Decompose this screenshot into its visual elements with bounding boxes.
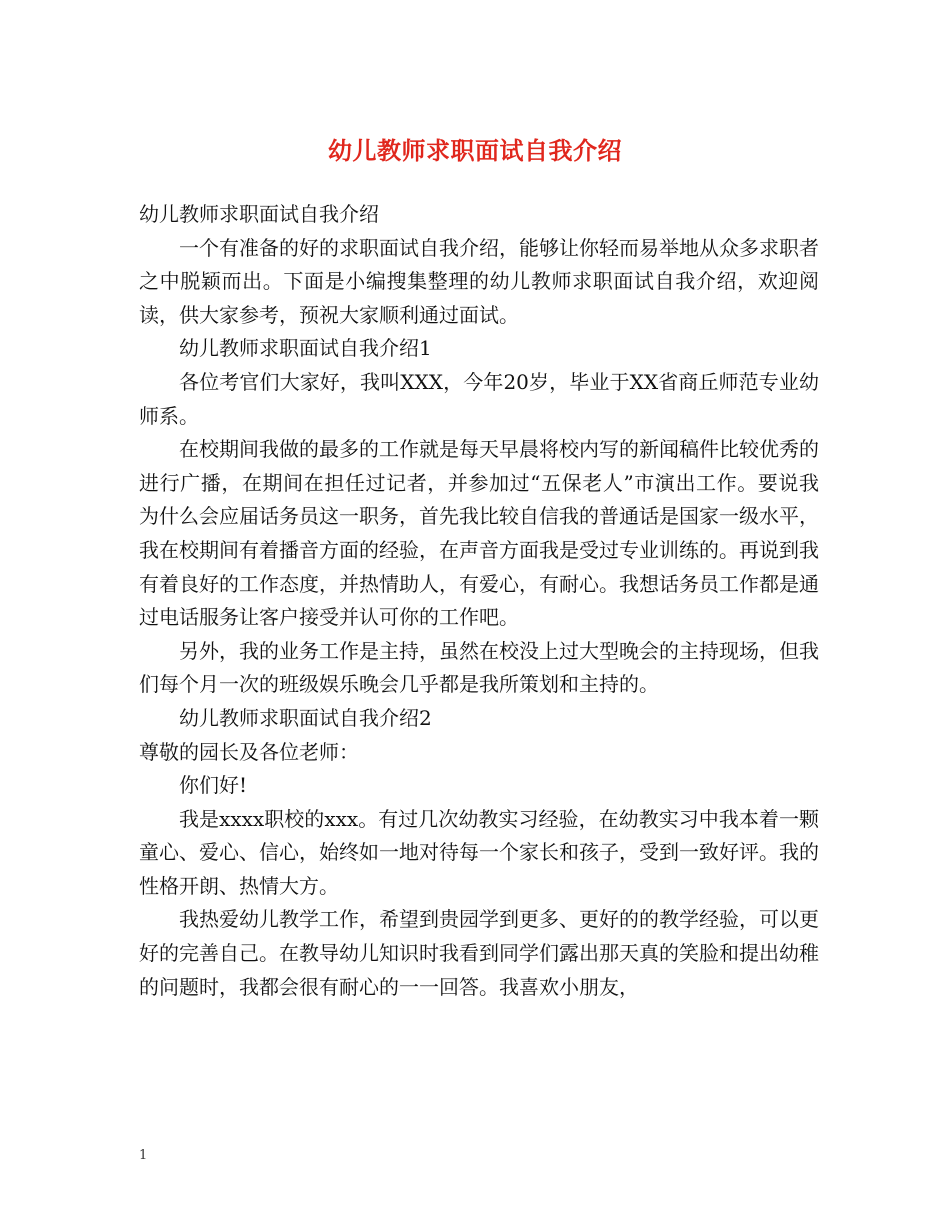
section2-salutation: 尊敬的园长及各位老师： xyxy=(139,739,359,764)
document-title: 幼儿教师求职面试自我介绍 xyxy=(328,137,622,165)
section2-paragraph-background: 我是xxxx职校的xxx。有过几次幼教实习经验，在幼教实习中我本着一颗童心、爱心、信心，始终如一地对待每一个家长和孩子，受到一致好评。我的性格开朗、热情大方。 xyxy=(139,806,819,898)
page-number: 1 xyxy=(139,1148,148,1163)
intro-paragraph: 一个有准备的好的求职面试自我介绍，能够让你轻而易举地从众多求职者之中脱颖而出。下面是小编搜集整理的幼儿教师求职面试自我介绍，欢迎阅读，供大家参考，预祝大家顺利通过面试。 xyxy=(139,235,819,327)
section2-hello: 你们好! xyxy=(179,773,248,798)
section1-paragraph-hosting: 另外，我的业务工作是主持，虽然在校没上过大型晚会的主持现场，但我们每个月一次的班级娱乐晚会几乎都是我所策划和主持的。 xyxy=(139,638,819,697)
intro-heading: 幼儿教师求职面试自我介绍 xyxy=(139,202,379,226)
section-heading-1: 幼儿教师求职面试自我介绍1 xyxy=(179,336,432,361)
section-heading-2: 幼儿教师求职面试自我介绍2 xyxy=(179,705,432,730)
section1-paragraph-experience: 在校期间我做的最多的工作就是每天早晨将校内写的新闻稿件比较优秀的进行广播，在期间在担任过记者，并参加过“五保老人”市演出工作。要说我为什么会应届话务员这一职务，首先我比较自信我的普通话是国家一级水平，我在校期间有着播音方面的经验，在声音方面我是受过专业训练的。再说到我有着良好的工作态度，并热情助人，有爱心，有耐心。我想话务员工作都是通过电话服务让客户接受并认可你的工作吧。 xyxy=(139,437,819,630)
document-body xyxy=(139,198,819,1004)
section1-paragraph-greeting: 各位考官们大家好，我叫XXX，今年20岁，毕业于XX省商丘师范专业幼师系。 xyxy=(139,369,819,428)
section2-paragraph-motivation: 我热爱幼儿教学工作，希望到贵园学到更多、更好的的教学经验，可以更好的完善自己。在教导幼儿知识时我看到同学们露出那天真的笑脸和提出幼稚的问题时，我都会很有耐心的一一回答。我喜欢小朋友， xyxy=(139,907,819,999)
